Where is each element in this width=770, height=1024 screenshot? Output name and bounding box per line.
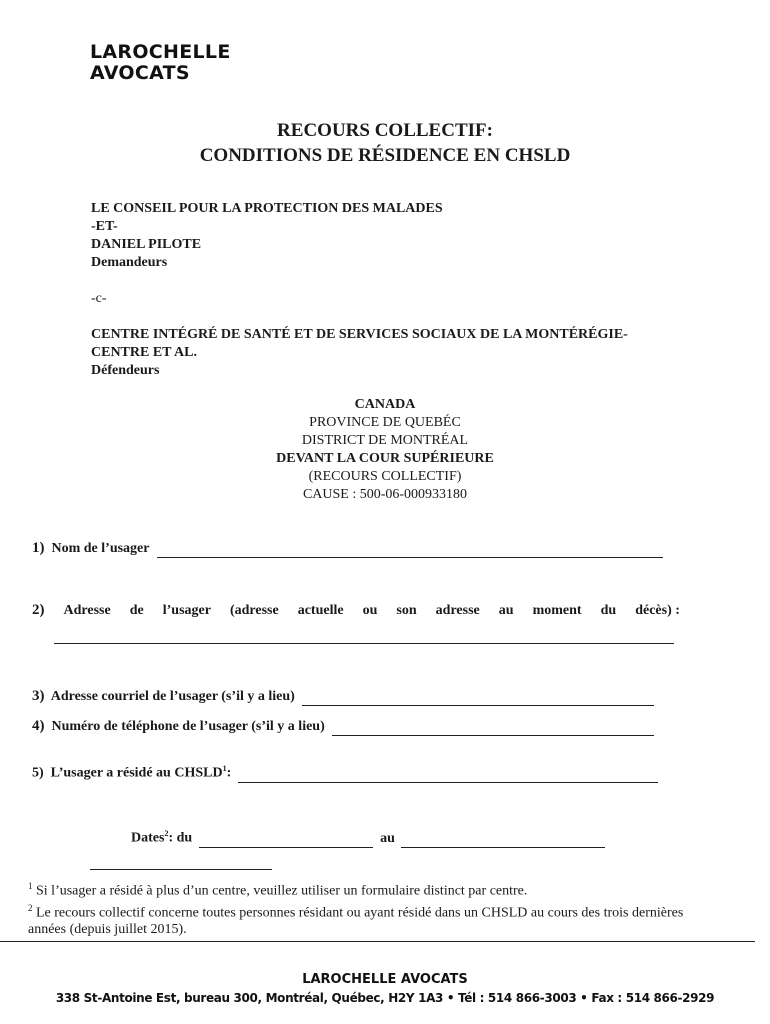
logo-line-1: LAROCHELLE [90, 41, 231, 63]
footnote-separator [90, 869, 272, 870]
footnote-1 [28, 878, 688, 900]
logo-line-2: AVOCATS [90, 62, 190, 84]
question-2-word: (adresse [229, 603, 279, 618]
plaintiffs-label: Demandeurs [91, 255, 168, 270]
date-to-field[interactable] [401, 831, 605, 848]
parties-block [91, 200, 628, 380]
question-5-label: L’usager a résidé au CHSLD [50, 765, 223, 781]
court-block [0, 396, 770, 504]
court-cause-number: CAUSE : 500-06-000933180 [302, 487, 468, 502]
question-1 [32, 540, 663, 558]
question-2 [32, 602, 680, 619]
title-line-2: CONDITIONS DE RÉSIDENCE EN CHSLD [199, 145, 571, 166]
footnote-1-text: Si l’usager a résidé à plus d’un centre, veuillez utiliser un formulaire distinct par centre. [36, 883, 528, 899]
question-2-number: 2) [32, 602, 45, 618]
et-separator: -ET- [91, 219, 118, 234]
question-2-word: actuelle [297, 603, 344, 618]
question-2-word: de [129, 603, 144, 618]
defendants-label: Défendeurs [91, 363, 160, 378]
dates-label: Dates [131, 830, 165, 846]
question-1-number: 1) [32, 540, 45, 556]
question-3 [32, 688, 654, 706]
defendant-line-2: CENTRE ET AL. [91, 345, 197, 360]
court-district: DISTRICT DE MONTRÉAL [301, 433, 469, 448]
footer-firm-name: LAROCHELLE AVOCATS [302, 972, 468, 987]
question-5-colon: : [226, 765, 232, 781]
title-line-1: RECOURS COLLECTIF: [277, 120, 493, 141]
versus-separator: -c- [91, 291, 107, 306]
question-5 [32, 764, 658, 783]
court-type: (RECOURS COLLECTIF) [308, 469, 462, 484]
court-province: PROVINCE DE QUEBÉC [309, 415, 461, 430]
footnote-2-number: 2 [28, 902, 33, 913]
footer-rule [0, 941, 755, 942]
question-4-label: Numéro de téléphone de l’usager (s’il y a lieu) [51, 719, 325, 734]
firm-logo [90, 42, 231, 84]
question-3-label: Adresse courriel de l’usager (s’il y a lieu) [50, 689, 295, 704]
question-2-word: Adresse [63, 603, 111, 618]
question-1-label: Nom de l’usager [51, 541, 150, 556]
footer-address: 338 St-Antoine Est, bureau 300, Montréal, Québec, H2Y 1A3 • Tél : 514 866-3003 • Fax : 514 866-2929 [55, 991, 715, 1005]
question-2-word: son [396, 603, 417, 618]
question-2-word: moment [532, 603, 582, 618]
question-4 [32, 718, 654, 736]
footnotes [28, 878, 688, 938]
question-2-word: adresse [435, 603, 480, 618]
footnote-ref-2: 2 [164, 829, 169, 838]
question-4-number: 4) [32, 718, 45, 734]
dates-to-label: au [380, 830, 395, 846]
question-2-word: du [600, 603, 617, 618]
question-2-word: décès) : [635, 603, 680, 618]
footnote-1-number: 1 [28, 881, 33, 891]
question-2-word: ou [362, 603, 378, 618]
date-from-field[interactable] [199, 831, 373, 848]
footnote-ref-1: 1 [222, 764, 227, 773]
email-field[interactable] [302, 689, 654, 706]
plaintiff-2: DANIEL PILOTE [91, 237, 202, 252]
dates-from-label: : du [168, 830, 193, 846]
dates-row [131, 829, 605, 848]
plaintiff-1: LE CONSEIL POUR LA PROTECTION DES MALADES [91, 201, 443, 216]
court-country: CANADA [354, 397, 416, 412]
chsld-field[interactable] [238, 766, 658, 783]
defendant-line-1: CENTRE INTÉGRÉ DE SANTÉ ET DE SERVICES SOCIAUX DE LA MONTÉRÉGIE- [91, 327, 628, 342]
court-name: DEVANT LA COUR SUPÉRIEURE [276, 451, 494, 466]
footnote-2-text: Le recours collectif concerne toutes personnes résidant ou ayant résidé dans un CHSLD au cours des trois dernières années (depuis juillet 2015). [28, 905, 684, 938]
phone-field[interactable] [332, 719, 654, 736]
footnote-2 [28, 900, 688, 939]
question-2-word: l’usager [162, 603, 211, 618]
question-3-number: 3) [32, 688, 45, 704]
address-field[interactable] [54, 643, 674, 644]
name-field[interactable] [157, 541, 663, 558]
question-2-word: au [498, 603, 514, 618]
document-title [0, 118, 770, 168]
question-5-number: 5) [32, 765, 44, 781]
